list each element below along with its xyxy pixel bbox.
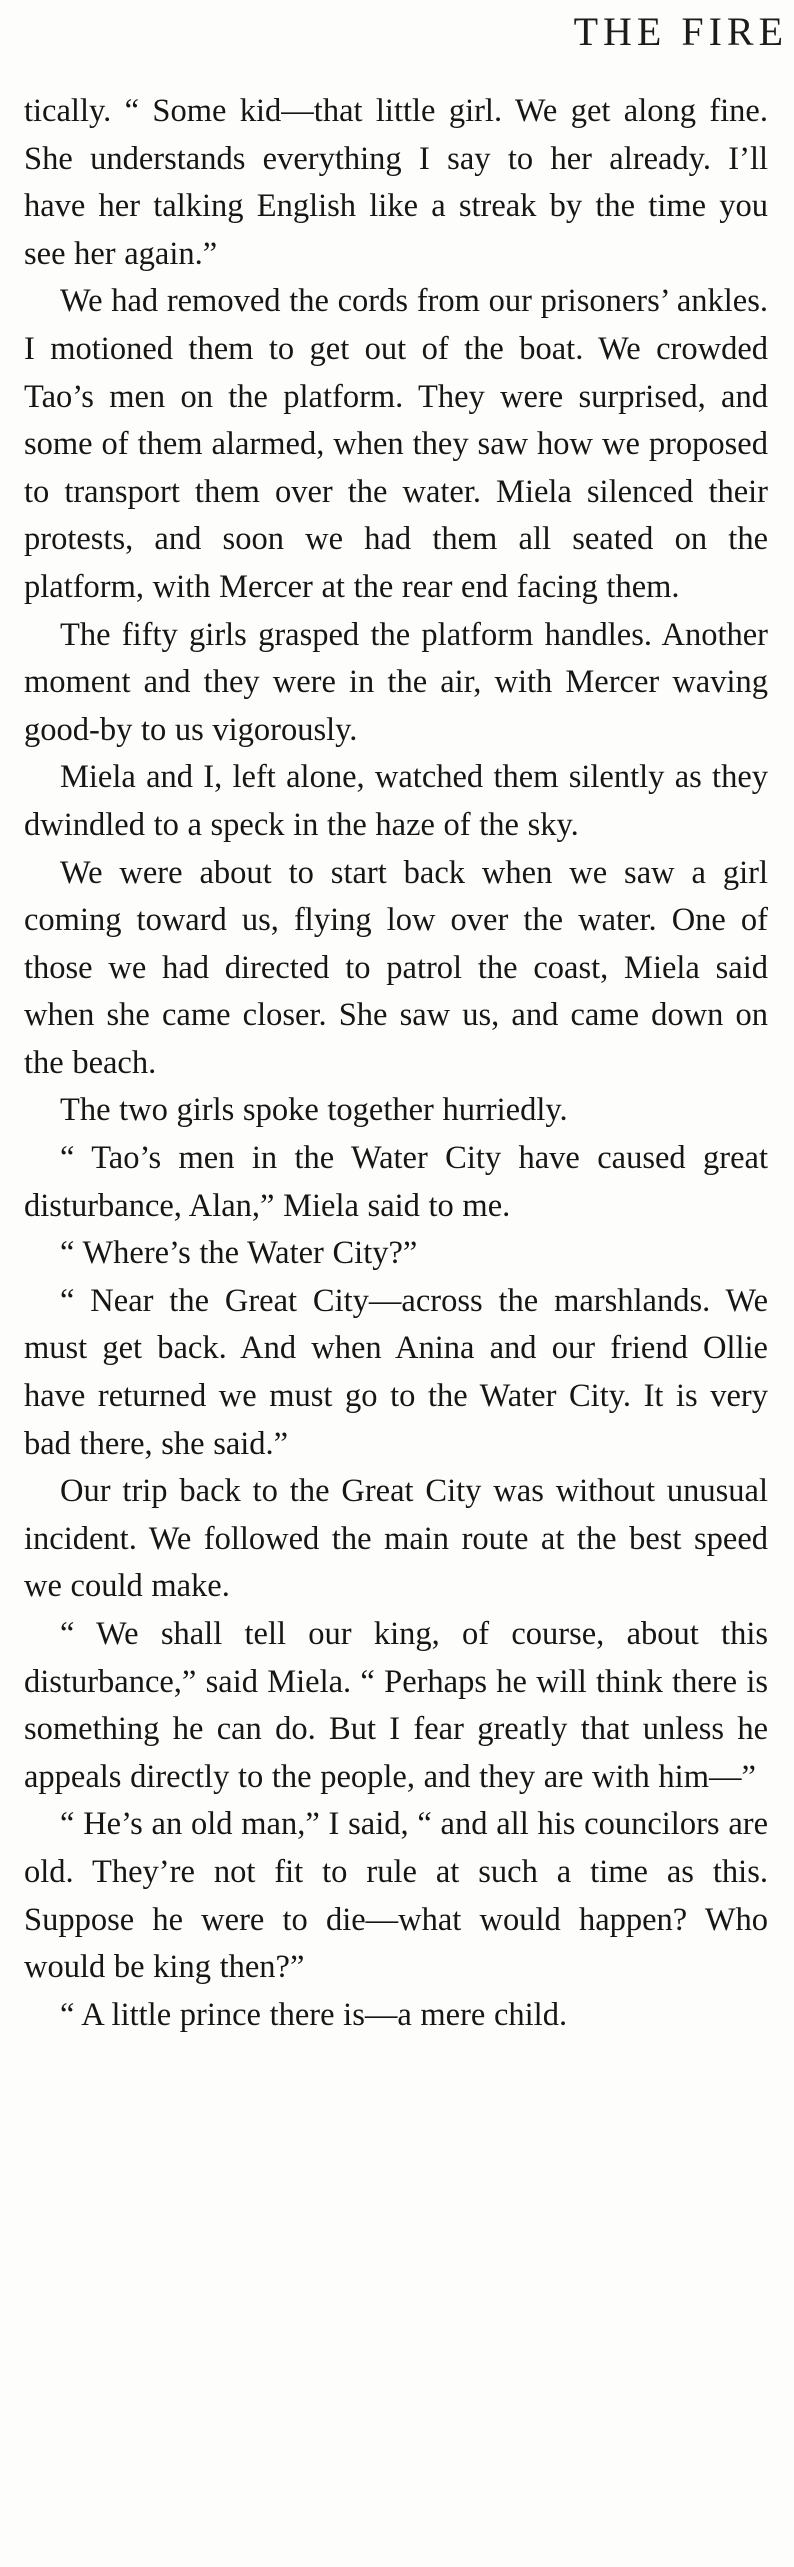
paragraph: We were about to start back when we saw a girl coming toward us, flying low over the water. One of those we had directed to patrol the coast, Miela said when she came closer. She saw us, and came down on the beach. bbox=[24, 854, 768, 1081]
text-column bbox=[24, 88, 768, 2039]
paragraph: “ Near the Great City—across the marshlands. We must get back. And when Anina and our friend Ollie have returned we must go to the Water City. It is very bad there, she said.” bbox=[24, 1282, 768, 1462]
paragraph: The two girls spoke together hurriedly. bbox=[60, 1092, 568, 1129]
paragraph: “ A little prince there is—a mere child. bbox=[60, 1996, 568, 2033]
paragraph: We had removed the cords from our prisoners’ ankles. I motioned them to get out of the boat. We crowded Tao’s men on the platform. They were surprised, and some of them alarmed, when they saw how we proposed to transport them over the water. Miela silenced their protests, and soon we had them all seated on the platform, with Mercer at the rear end facing them. bbox=[24, 283, 768, 605]
paragraph: “ Tao’s men in the Water City have caused great disturbance, Alan,” Miela said to me. bbox=[24, 1140, 768, 1224]
paragraph: “ We shall tell our king, of course, about this disturbance,” said Miela. “ Perhaps he will think there is something he can do. But I fear greatly that unless he appeals directly to the people, and they are with him—” bbox=[24, 1616, 768, 1795]
paragraph: “ Where’s the Water City?” bbox=[60, 1235, 418, 1272]
paragraph: tically. “ Some kid—that little girl. We get along fine. She understands everything I say to her already. I’ll have her talking English like a streak by the time you see her again.” bbox=[24, 93, 768, 272]
paragraph: Miela and I, left alone, watched them silently as they dwindled to a speck in the haze of the sky. bbox=[24, 759, 768, 843]
paragraph: “ He’s an old man,” I said, “ and all his councilors are old. They’re not fit to rule at such a time as this. Suppose he were to die—what would happen? Who would be king then?” bbox=[24, 1806, 768, 1986]
paragraph: The fifty girls grasped the platform handles. Another moment and they were in the air, with Mercer waving good-by to us vigorously. bbox=[24, 616, 768, 748]
page-running-head: THE FIRE bbox=[573, 9, 788, 54]
paragraph: Our trip back to the Great City was without unusual incident. We followed the main route at the best speed we could make. bbox=[24, 1473, 768, 1605]
